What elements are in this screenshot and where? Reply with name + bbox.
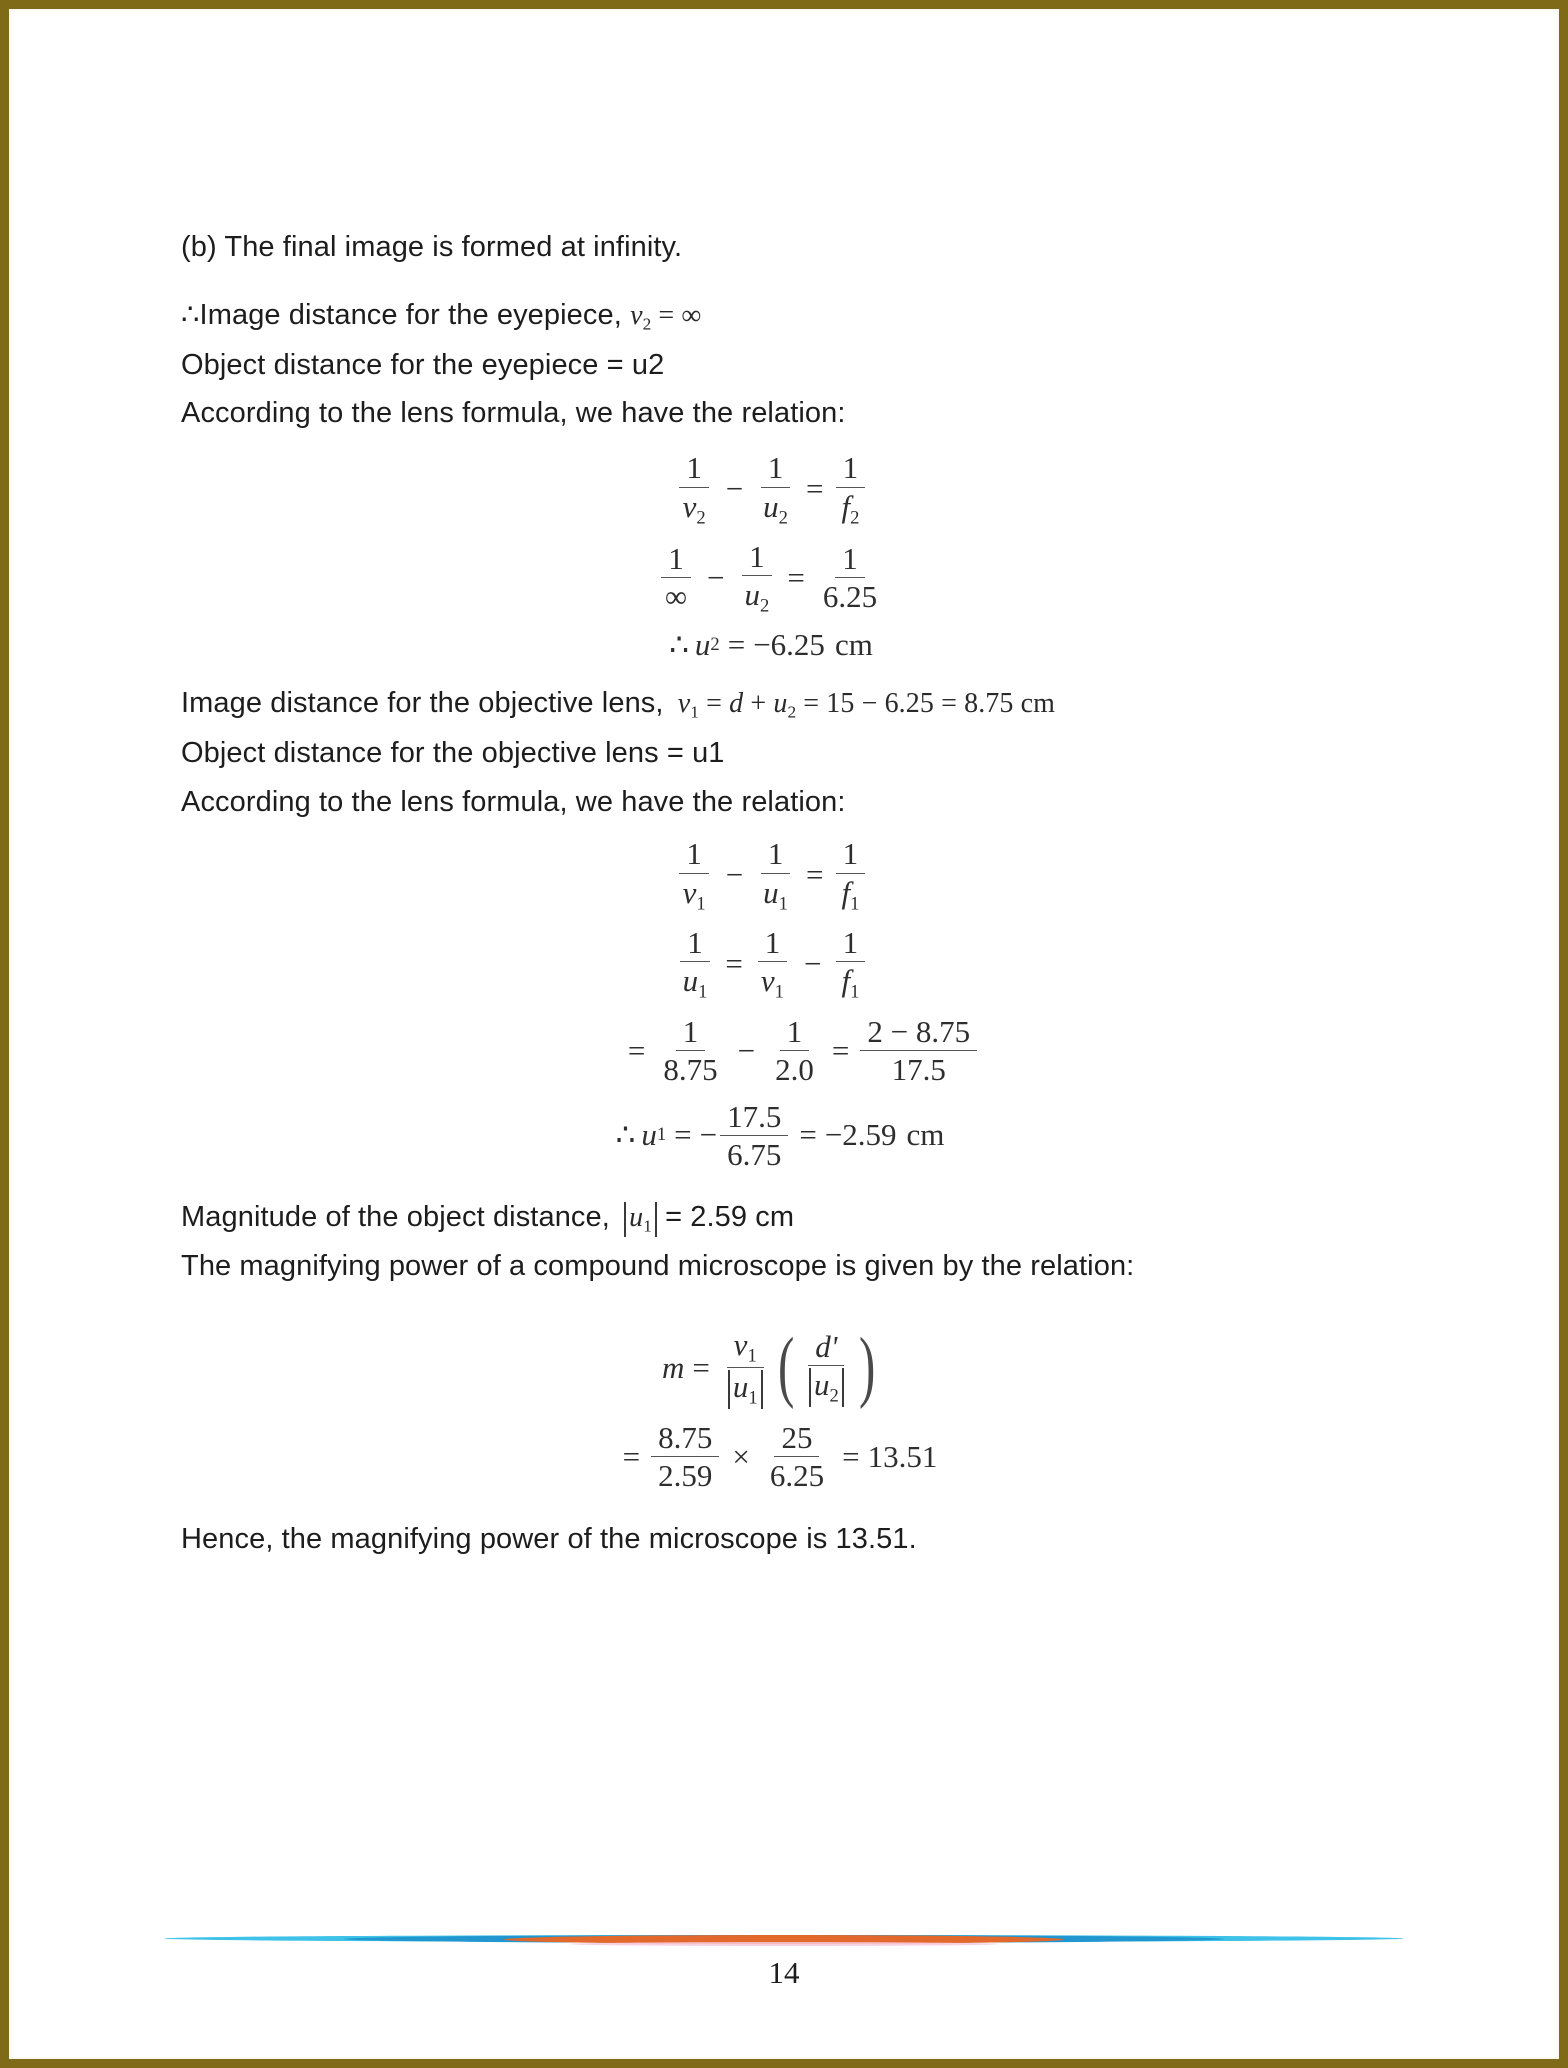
magnitude-value: = 2.59 cm <box>665 1201 795 1234</box>
fraction-2-minus-8point75-over-17point5 <box>860 1013 977 1089</box>
operator-equals: = <box>727 626 746 662</box>
denominator <box>834 962 866 1004</box>
den-var: u <box>763 488 779 524</box>
math-sub-2: 2 <box>787 702 797 722</box>
value-u2: −6.25 <box>753 626 825 662</box>
equation-eyepiece-row-1 <box>673 449 870 529</box>
den-sub: 2 <box>696 506 706 528</box>
operator-equals: = <box>725 946 743 982</box>
paragraph-conclusion: Hence, the magnifying power of the microscope is 13.51. <box>181 1522 917 1555</box>
numerator: 1 <box>836 924 866 962</box>
value-15: 15 <box>826 687 855 719</box>
numerator: 1 <box>835 540 865 578</box>
numerator: 1 <box>780 1013 810 1051</box>
denominator: 2.0 <box>775 1052 814 1088</box>
denominator <box>676 488 713 530</box>
denominator <box>754 962 791 1004</box>
operator-equals: = <box>805 471 824 507</box>
numerator: 1 <box>836 449 866 487</box>
den-var: v <box>682 488 697 524</box>
operator-equals: = <box>805 857 824 893</box>
den-sub: 1 <box>778 892 788 914</box>
equation-objective-row-3 <box>620 1013 980 1089</box>
math-sub-2: 2 <box>710 633 720 655</box>
numerator: d' <box>808 1328 844 1366</box>
operator-equals-2: = <box>803 687 820 719</box>
math-var-m: m <box>661 1349 685 1385</box>
den-var: f <box>841 963 851 999</box>
equation-objective-row-1 <box>673 835 870 915</box>
equation-block-magnification <box>181 1323 1361 1495</box>
math-var-v: v <box>677 687 691 719</box>
den-sub: 2 <box>760 595 770 617</box>
fraction-8point75-over-2point59 <box>651 1419 719 1495</box>
paren-right: ) <box>858 1323 876 1411</box>
numerator: 1 <box>761 835 791 873</box>
numerator: 1 <box>761 449 791 487</box>
document-content <box>181 229 1361 1558</box>
math-sub-1: 1 <box>656 1124 667 1146</box>
therefore-symbol: ∴ <box>615 1117 636 1153</box>
denominator: 6.75 <box>727 1136 782 1172</box>
decorative-footer-rule <box>164 1931 1404 1947</box>
paren-left: ( <box>777 1323 794 1411</box>
fraction-25-over-6point25 <box>763 1419 831 1495</box>
paragraph-object-distance-objective: Object distance for the objective lens = u1 <box>181 736 725 769</box>
equation-objective-row-4 <box>616 1098 945 1174</box>
denominator <box>676 962 715 1004</box>
fraction-1-over-f2 <box>834 449 866 529</box>
den-sub: 1 <box>774 981 784 1003</box>
fraction-1-over-6point25 <box>816 540 884 616</box>
numerator <box>727 1326 764 1369</box>
paragraph-image-distance-objective <box>181 685 1361 724</box>
fraction-1-over-v2 <box>676 449 713 529</box>
den-var: u <box>744 577 761 613</box>
paragraph-final-image-infinity: (b) The final image is formed at infinity. <box>181 231 683 263</box>
operator-minus: − <box>861 687 878 719</box>
fraction-1-over-8point75 <box>656 1013 724 1089</box>
fraction-1-over-u2 <box>756 449 795 529</box>
numerator: 1 <box>679 449 709 487</box>
unit-cm: cm <box>834 626 873 662</box>
den-var: u <box>682 963 699 999</box>
denominator: 17.5 <box>891 1052 946 1088</box>
image-distance-eyepiece-math <box>630 299 702 334</box>
den-sub: 2 <box>829 1385 839 1407</box>
equation-eyepiece-row-3 <box>669 627 873 663</box>
den-var: f <box>841 874 851 910</box>
den-var: v <box>682 874 697 910</box>
value-u1: −2.59 <box>824 1117 897 1153</box>
absolute-value-u2 <box>809 1368 844 1407</box>
denominator <box>676 874 713 916</box>
operator-minus: − <box>803 946 822 982</box>
math-var-u: u <box>641 1117 657 1153</box>
operator-equals: = <box>787 559 805 595</box>
math-sub-2: 2 <box>642 314 652 334</box>
denominator: 6.25 <box>822 579 878 615</box>
denominator <box>738 576 777 618</box>
fraction-1-over-f1 <box>834 924 866 1004</box>
page-inner-border <box>9 9 1559 2059</box>
denominator <box>721 1368 770 1410</box>
fraction-dprime-over-abs-u2 <box>802 1328 851 1408</box>
math-sub-1: 1 <box>690 702 699 722</box>
numerator: 1 <box>680 924 710 962</box>
math-equals: = <box>658 299 675 331</box>
image-distance-eyepiece-text: ∴Image distance for the eyepiece, <box>181 298 622 331</box>
num-var: v <box>733 1326 748 1362</box>
operator-equals: = <box>692 1349 710 1385</box>
image-distance-objective-math <box>677 687 1056 722</box>
fraction-1-over-u2 <box>738 538 777 618</box>
fraction-1-over-u1 <box>676 924 715 1004</box>
fraction-1-over-2point0 <box>768 1013 821 1089</box>
denominator <box>834 874 866 916</box>
equation-objective-row-2 <box>673 924 870 1004</box>
value-magnification-result: 13.51 <box>867 1438 938 1474</box>
den-var: v <box>760 963 775 999</box>
paragraph-object-distance-eyepiece: Object distance for the eyepiece = u2 <box>181 348 665 381</box>
image-distance-objective-text: Image distance for the objective lens, <box>181 686 664 719</box>
denominator <box>756 874 795 916</box>
num-sub: 1 <box>747 1345 757 1367</box>
operator-plus: + <box>750 687 767 719</box>
operator-equals: = <box>842 1438 860 1474</box>
equation-block-eyepiece <box>181 449 1361 663</box>
numerator: 2 − 8.75 <box>860 1013 977 1051</box>
math-var-u: u <box>694 626 711 662</box>
den-var: u <box>813 1367 830 1403</box>
den-sub: 1 <box>748 1387 758 1409</box>
numerator: 1 <box>758 924 788 962</box>
fraction-1-over-u1 <box>756 835 795 915</box>
page-footer <box>11 1931 1557 1991</box>
numerator: 1 <box>676 1013 706 1051</box>
numerator: 25 <box>774 1419 819 1457</box>
absolute-value-u1 <box>728 1370 763 1409</box>
numerator: 1 <box>661 540 691 578</box>
numerator: 17.5 <box>720 1098 788 1136</box>
denominator: 2.59 <box>658 1458 713 1494</box>
therefore-symbol: ∴ <box>669 626 689 662</box>
operator-equals-leading: = <box>622 1438 641 1474</box>
operator-minus: − <box>699 1117 718 1153</box>
den-var: f <box>841 488 851 524</box>
operator-minus: − <box>725 471 744 507</box>
paragraph-lens-formula-intro-2: According to the lens formula, we have the relation: <box>181 785 846 818</box>
den-sub: 2 <box>778 506 788 528</box>
math-var-d: d <box>729 687 744 719</box>
operator-equals-1: = <box>674 1117 692 1153</box>
den-sub: 2 <box>850 506 860 528</box>
equation-block-objective <box>181 835 1361 1173</box>
paragraph-lens-formula-intro-1: According to the lens formula, we have the relation: <box>181 397 846 430</box>
den-sub: 1 <box>850 892 860 914</box>
unit-cm: cm <box>906 1117 945 1153</box>
fraction-1-over-v1 <box>676 835 713 915</box>
paragraph-magnitude-object-distance <box>181 1199 1361 1237</box>
operator-equals-2: = <box>799 1117 817 1153</box>
operator-equals: = <box>831 1032 850 1068</box>
equation-magnification-row-2 <box>615 1419 938 1495</box>
equation-eyepiece-row-2 <box>655 538 887 618</box>
den-sub: 1 <box>696 892 706 914</box>
den-sub: 1 <box>698 981 708 1003</box>
operator-minus: − <box>707 559 725 595</box>
denominator: 6.25 <box>769 1458 825 1494</box>
math-infinity: ∞ <box>681 299 702 331</box>
value-6point25: 6.25 <box>884 687 934 719</box>
math-sub-1: 1 <box>643 1216 652 1236</box>
magnitude-math <box>624 1202 657 1236</box>
numerator: 1 <box>836 835 866 873</box>
unit-cm: cm <box>1020 687 1056 719</box>
fraction-1-over-f1 <box>834 835 866 915</box>
denominator <box>802 1366 851 1408</box>
fraction-1-over-infinity <box>658 540 694 616</box>
absolute-value-u1 <box>624 1202 657 1237</box>
value-8point75: 8.75 <box>964 687 1014 719</box>
magnitude-text: Magnitude of the object distance, <box>181 1201 610 1234</box>
operator-minus: − <box>737 1032 756 1068</box>
fraction-17point5-over-6point75 <box>720 1098 788 1174</box>
big-parenthesis-group <box>773 1323 880 1411</box>
math-var-u: u <box>629 1202 644 1234</box>
operator-minus: − <box>725 857 744 893</box>
numerator: 1 <box>742 538 772 576</box>
page-number: 14 <box>768 1955 800 1990</box>
equation-magnification-row-1 <box>661 1323 880 1411</box>
den-sub: 1 <box>850 981 860 1003</box>
denominator: ∞ <box>664 579 688 615</box>
math-var-u: u <box>773 687 788 719</box>
fraction-v1-over-abs-u1 <box>721 1326 770 1410</box>
operator-times: × <box>732 1438 750 1474</box>
denominator <box>756 488 795 530</box>
denominator <box>834 488 866 530</box>
math-var-v: v <box>630 299 643 331</box>
paragraph-magnifying-power-intro: The magnifying power of a compound microscope is given by the relation: <box>181 1250 1135 1283</box>
operator-equals-3: = <box>941 687 957 719</box>
numerator: 1 <box>679 835 709 873</box>
den-var: u <box>732 1369 749 1405</box>
operator-equals-leading: = <box>627 1032 646 1068</box>
fraction-1-over-v1 <box>754 924 791 1004</box>
den-var: u <box>763 874 779 910</box>
operator-equals-1: = <box>706 687 722 719</box>
numerator: 8.75 <box>651 1419 719 1457</box>
denominator: 8.75 <box>663 1052 718 1088</box>
footer-rule-pink-layer <box>569 1942 999 1946</box>
paragraph-image-distance-eyepiece <box>181 297 1361 336</box>
